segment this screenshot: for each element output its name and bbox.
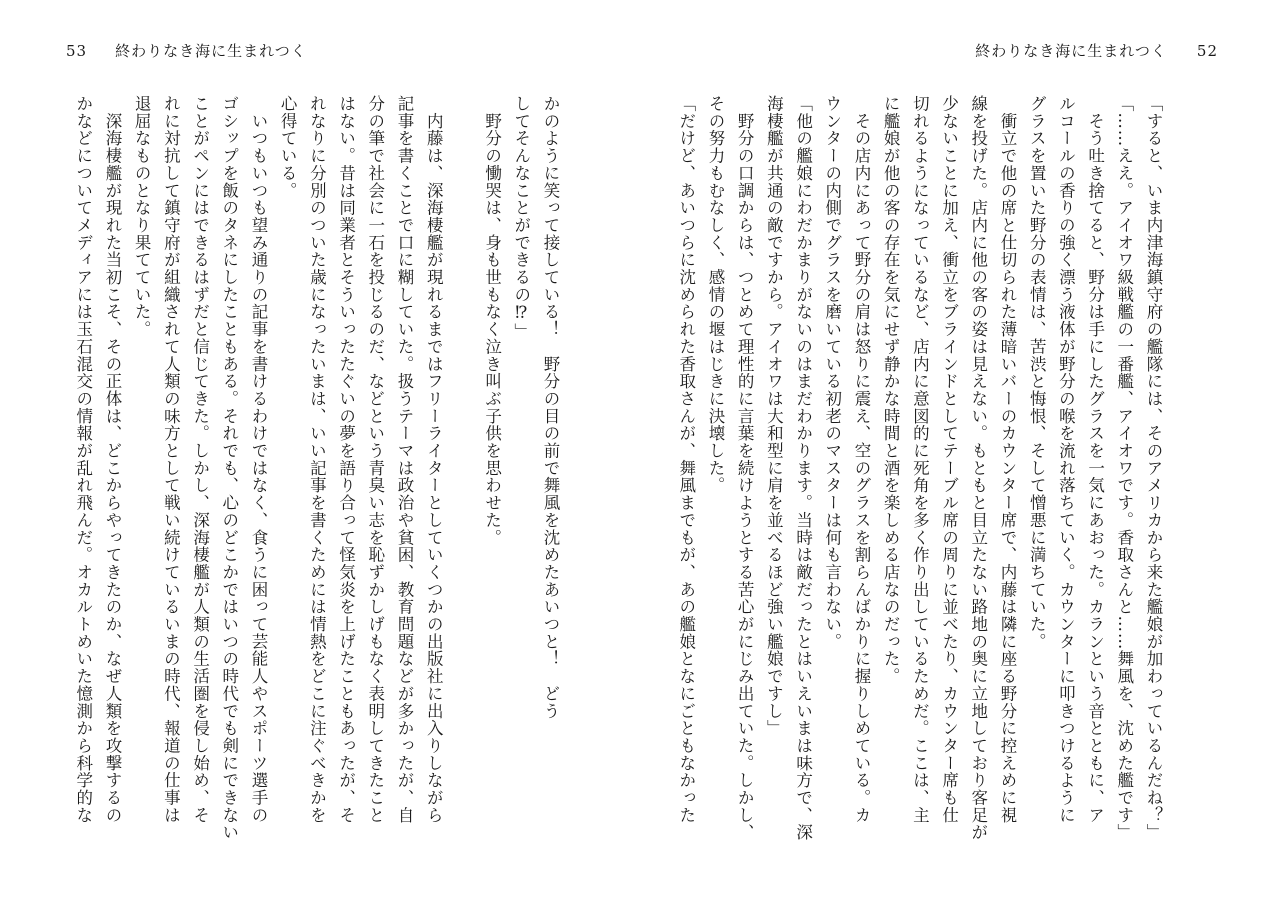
left-page-header [66, 40, 307, 61]
page-number: 52 [1196, 42, 1218, 60]
page-number: 53 [66, 42, 88, 60]
body-text: かのように笑って接している！ 野分の目の前で舞風を沈めたあいつと！ どう してそんなことができるの⁉」 野分の慟哭は、身も世もなく泣き叫ぶ子供を思わせた。 内藤は、深海棲艦が現れるまではフリーライターとしていくつかの出版社に出入りしながら 記事を書くことで口に糊していた。扱うテーマは政治や貧困、教育問題などが多かったが、自 分の筆で社会に一石を投じるのだ、などという青臭い志を恥ずかしげもなく表明してきたこと はない。昔は同業者とそういったたぐいの夢を語り合って怪気炎を上げたこともあったが、そ れなりに分別のついた歳になったいまは、いい記事を書くためには情熱をどこに注ぐべきかを 心得ている。 いつもいつも望み通りの記事を書けるわけではなく、食うに困って芸能人やスポーツ選手の ゴシップを飯のタネにしたこともある。それでも、心のどこかではいつの時代でも剣にできない ことがペンにはできるはずだと信じてきた。しかし、深海棲艦が人類の生活圏を侵し始め、そ れに対抗して鎮守府が組織されて人類の味方として戦い続けているいまの時代、報道の仕事は 退屈なものとなり果てていた。 深海棲艦が現れた当初こそ、その正体は、どこからやってきたのか、なぜ人類を攻撃するの かなどについてメディアには玉石混交の情報が乱れ飛んだ。オカルトめいた憶測から科学的な [73, 95, 560, 842]
right-page [640, 0, 1280, 902]
running-title: 終わりなき海に生まれつく [975, 42, 1167, 60]
right-page-header [975, 40, 1218, 61]
running-title: 終わりなき海に生まれつく [115, 42, 307, 60]
body-text: 「すると、いま内津海鎮守府の艦隊には、そのアメリカから来た艦娘が加わっているんだね？」 「……ええ。アイオワ級戦艦の一番艦、アイオワです。香取さんと……舞風を、沈めた艦です」 そう吐き捨てると、野分は手にしたグラスを一気にあおった。カランという音とともに、ア ルコールの香りの強く漂う液体が野分の喉を流れ落ちていく。カウンターに叩きつけるように グラスを置いた野分の表情は、苦渋と悔恨、そして憎悪に満ちていた。 衝立で他の席と仕切られた薄暗いバーのカウンター席で、内藤は隣に座る野分に控えめに視 線を投げた。店内に他の客の姿は見えない。もともと目立たない路地の奥に立地しており客足が 少ないことに加え、衝立をブラインドとしてテーブル席の周りに並べたり、カウンター席も仕 切れるようになっているなど、店内に意図的に死角を多く作り出しているためだ。ここは、主 に艦娘が他の客の存在を気にせず静かな時間と酒を楽しめる店なのだった。 その店内にあって野分の肩は怒りに震え、空のグラスを割らんばかりに握りしめている。カ ウンターの内側でグラスを磨いている初老のマスターは何も言わない。 「他の艦娘にわだかまりがないのはまだわかります。当時は敵だったとはいえいまは味方で、深 海棲艦が共通の敵ですから。アイオワは大和型に肩を並べるほど強い艦娘ですし」 野分の口調からは、つとめて理性的に言葉を続けようとする苦心がにじみ出ていた。しかし、 その努力もむなしく、感情の堰はじきに決壊した。 「だけど、あいつらに沈められた香取さんが、舞風までもが、あの艦娘となにごともなかった [676, 95, 1163, 842]
